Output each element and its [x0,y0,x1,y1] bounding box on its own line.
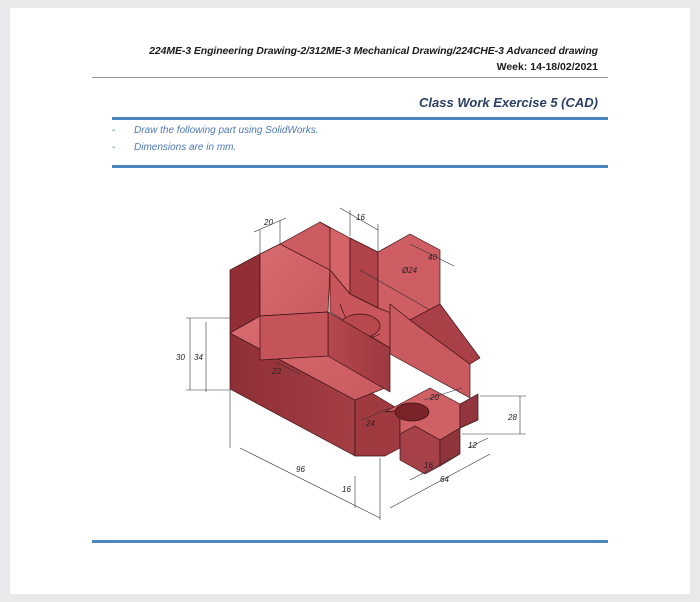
part-body [230,222,480,474]
dim-base-thickness: 16 [342,485,351,494]
exercise-title: Class Work Exercise 5 (CAD) [419,95,598,110]
dim-slot-radius: 24 [366,419,375,428]
course-title: 224ME-3 Engineering Drawing-2/312ME-3 Mechanical Drawing/224CHE-3 Advanced drawing [149,45,598,57]
week-label: Week: 14-18/02/2021 [496,61,598,73]
instruction-item: - Dimensions are in mm. [112,142,237,153]
dim-left-height-outer: 30 [176,353,185,362]
isometric-part-drawing [10,8,690,594]
dim-top-depth: 16 [356,213,365,222]
dim-base-step: 22 [272,367,281,376]
dim-right-offset: 12 [468,441,477,450]
dim-base-width: 64 [440,475,449,484]
instruction-item: - Draw the following part using SolidWorks. [112,125,319,136]
dim-left-height-inner: 34 [194,353,203,362]
footer-rule [92,540,608,543]
dim-slot-offset: 16 [424,461,433,470]
document-page [10,8,690,594]
dim-slot-width: 20 [430,393,439,402]
dim-right-height: 28 [508,413,517,422]
dim-base-length: 96 [296,465,305,474]
dim-top-width: 20 [264,218,273,227]
dim-slot-length: 40 [428,253,437,262]
dim-bore-diameter: Ø24 [402,266,418,275]
